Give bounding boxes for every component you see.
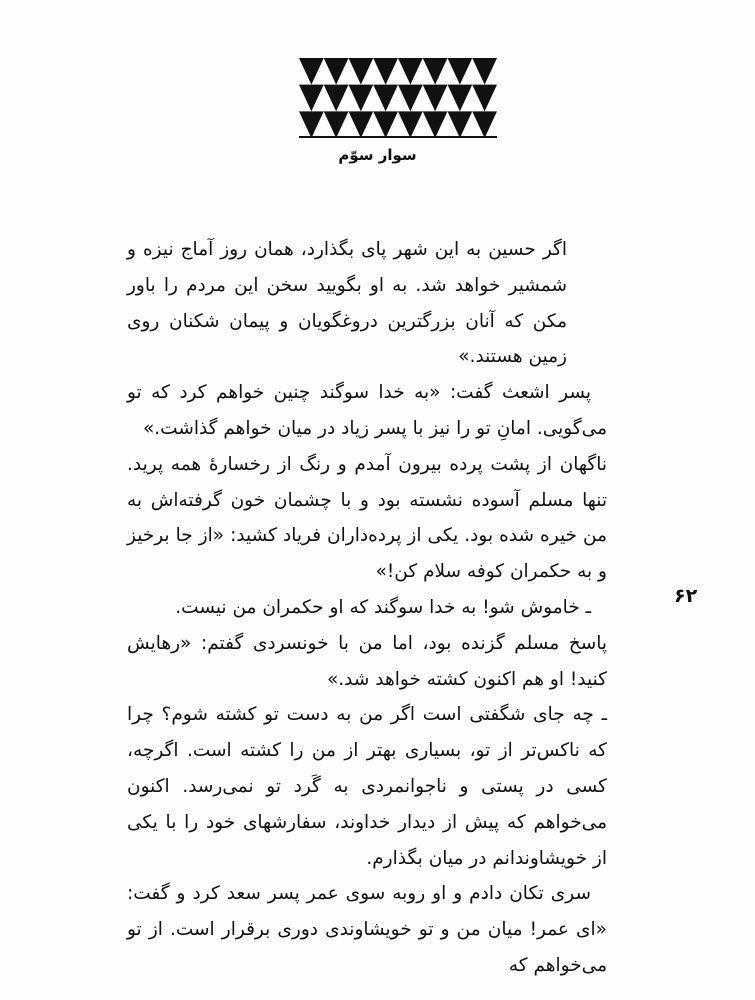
ornament-triangle	[373, 111, 398, 138]
ornament-triangle	[299, 111, 324, 138]
ornament-triangle	[472, 58, 497, 85]
page-number: ۶۲	[674, 585, 698, 607]
paragraph: اگر حسین به این شهر پای بگذارد، همان روز آماج نیزه و شمشیر خواهد شد. به او بگویید سخن این مردم را باور مکن که آنان بزرگترین دروغگویان و پیمان شکنان روی زمین هستند.»	[127, 239, 567, 368]
ornament-triangle	[349, 111, 374, 138]
ornament-triangle	[373, 58, 398, 85]
ornament-triangle	[448, 85, 473, 112]
ornament-triangle	[423, 111, 448, 138]
paragraph: ناگهان از پشت پرده بیرون آمدم و رنگ از رخسارهٔ همه پرید. تنها مسلم آسوده نشسته بود و با چشمان خون گرفته‌اش به من خیره شده بود. یکی از پرده‌داران فریاد کشید: «از جا برخیز و به حکمران کوفه سلام کن!»	[127, 453, 607, 583]
ornament-triangle	[324, 111, 349, 138]
triangle-pattern-ornament-icon	[299, 58, 497, 138]
ornament-triangle	[398, 111, 423, 138]
ornament-triangles	[299, 58, 497, 138]
page-body-text	[127, 232, 607, 984]
ornament-triangle	[299, 58, 324, 85]
chapter-title: سوار سوّم	[338, 146, 417, 164]
ornament-triangle	[349, 85, 374, 112]
ornament-triangle	[324, 85, 349, 112]
ornament-triangle	[423, 85, 448, 112]
ornament-triangle	[448, 58, 473, 85]
paragraph: ـ چه جای شگفتی است اگر من به دست تو کشته شوم؟ چرا که ناکس‌تر از تو، بسیاری بهتر از من را کشته است. اگرچه، کسی در پستی و ناجوانمردی به گَرد تو نمی‌رسد. اکنون می‌خواهم که پیش از دیدار خداوند، سفارشهای خود را با یکی از خویشاوندانم در میان بگذارم.	[127, 704, 607, 869]
paragraph: پاسخ مسلم گزنده بود، اما من با خونسردی گفتم: «رهایش کنید! او هم اکنون کشته خواهد شد.»	[127, 632, 607, 690]
ornament-triangle	[349, 58, 374, 85]
ornament-triangle	[398, 85, 423, 112]
paragraph: سری تکان دادم و او روبه سوی عمر پسر سعد کرد و گفت: «ای عمر! میان من و تو خویشاوندی دوری برقرار است. از تو می‌خواهم که	[127, 883, 607, 976]
ornament-triangle	[398, 58, 423, 85]
paragraph: پسر اشعث گفت: «به خدا سوگند چنین خواهم کرد که تو می‌گویی. امانِ تو را نیز با پسر زیاد در میان خواهم گذاشت.»	[127, 382, 607, 439]
ornament-triangle	[472, 111, 497, 138]
ornament-triangle	[373, 85, 398, 112]
ornament-triangle	[472, 85, 497, 112]
ornament-triangle	[448, 111, 473, 138]
ornament-triangle	[423, 58, 448, 85]
ornament-triangle	[299, 85, 324, 112]
ornament-triangle	[324, 58, 349, 85]
ornament-base-line	[299, 136, 497, 138]
paragraph: ـ خاموش شو! به خدا سوگند که او حکمران من نیست.	[175, 596, 591, 618]
